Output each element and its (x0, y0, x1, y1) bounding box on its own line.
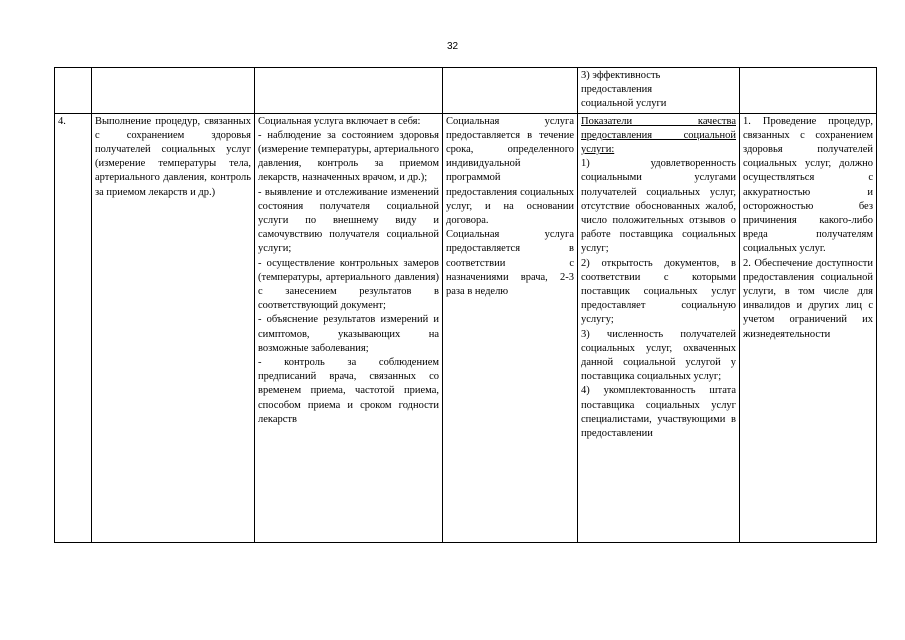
service-name-cell (92, 113, 255, 542)
row-number: 4. (58, 115, 66, 127)
table-row (55, 113, 877, 542)
page-number: 32 (446, 41, 459, 52)
service-conditions-cell (740, 68, 877, 114)
quality-indicators-text: 1) удовлетворенность социальными услугами получателей социальных услуг, отсутствие обоснованных жалоб, число положительных отзывов о работе поставщика социальных услуг; 2) открытость документов, в соответствии с которыми поставщик социальных услуг предоставляет социальную услугу; 3) численность получателей социальных услуг, охваченных данной социальной услугой у поставщика социальных услуг; 4) укомплектованность штата поставщика социальных услуг специалистами, участвующими в предоставлении (581, 158, 736, 440)
quality-indicators-cell (578, 113, 740, 542)
table-row (55, 68, 877, 114)
service-conditions-cell (740, 113, 877, 542)
quality-indicators-text: 3) эффективность предоставления социальной услуги (581, 70, 667, 110)
service-description: Социальная услуга включает в себя: - наблюдение за состоянием здоровья (измерение температуры, артериального давления, контроль за приемом лекарств, назначенных врачом, и др.); - выявление и отслеживание изменений состояния получателя социальной услуги по внешнему виду и самочувствию получателя социальной услуги; - осуществление контрольных замеров (температуры, артериального давления) с занесением результатов в соответствующий документ; - объяснение результатов измерений и симптомов, указывающих на возможные заболевания; - контроль за соблюдением предписаний врача, связанных со временем приема, частотой приема, способом приема и сроком годности лекарств (258, 115, 439, 425)
service-terms: Социальная услуга предоставляется в течение срока, определенного индивидуальной программой предоставления социальных услуг, и на основании договора. Социальная услуга предоставляется в соответствии с назначениями врача, 2-3 раза в неделю (446, 115, 574, 298)
service-description-cell (255, 113, 443, 542)
row-number-cell (55, 68, 92, 114)
quality-indicators-heading: Показатели качества предоставления социальной услуги: (581, 115, 736, 156)
service-name-cell (92, 68, 255, 114)
service-terms-cell (443, 113, 578, 542)
service-name: Выполнение процедур, связанных с сохранением здоровья получателей социальных услуг (измерение температуры тела, артериального давления, контроль за приемом лекарств и др.) (95, 115, 251, 198)
service-description-cell (255, 68, 443, 114)
services-table (54, 67, 877, 543)
service-terms-cell (443, 68, 578, 114)
quality-indicators-cell (578, 68, 740, 114)
row-number-cell (55, 113, 92, 542)
service-conditions: 1. Проведение процедур, связанных с сохранением здоровья получателей социальных услуг, должно осуществляться с аккуратностью и осторожностью без причинения какого-либо вреда получателям социальных услуг. 2. Обеспечение доступности предоставления социальной услуги, в том числе для инвалидов и других лиц с учетом ограничений их жизнедеятельности (743, 115, 873, 340)
